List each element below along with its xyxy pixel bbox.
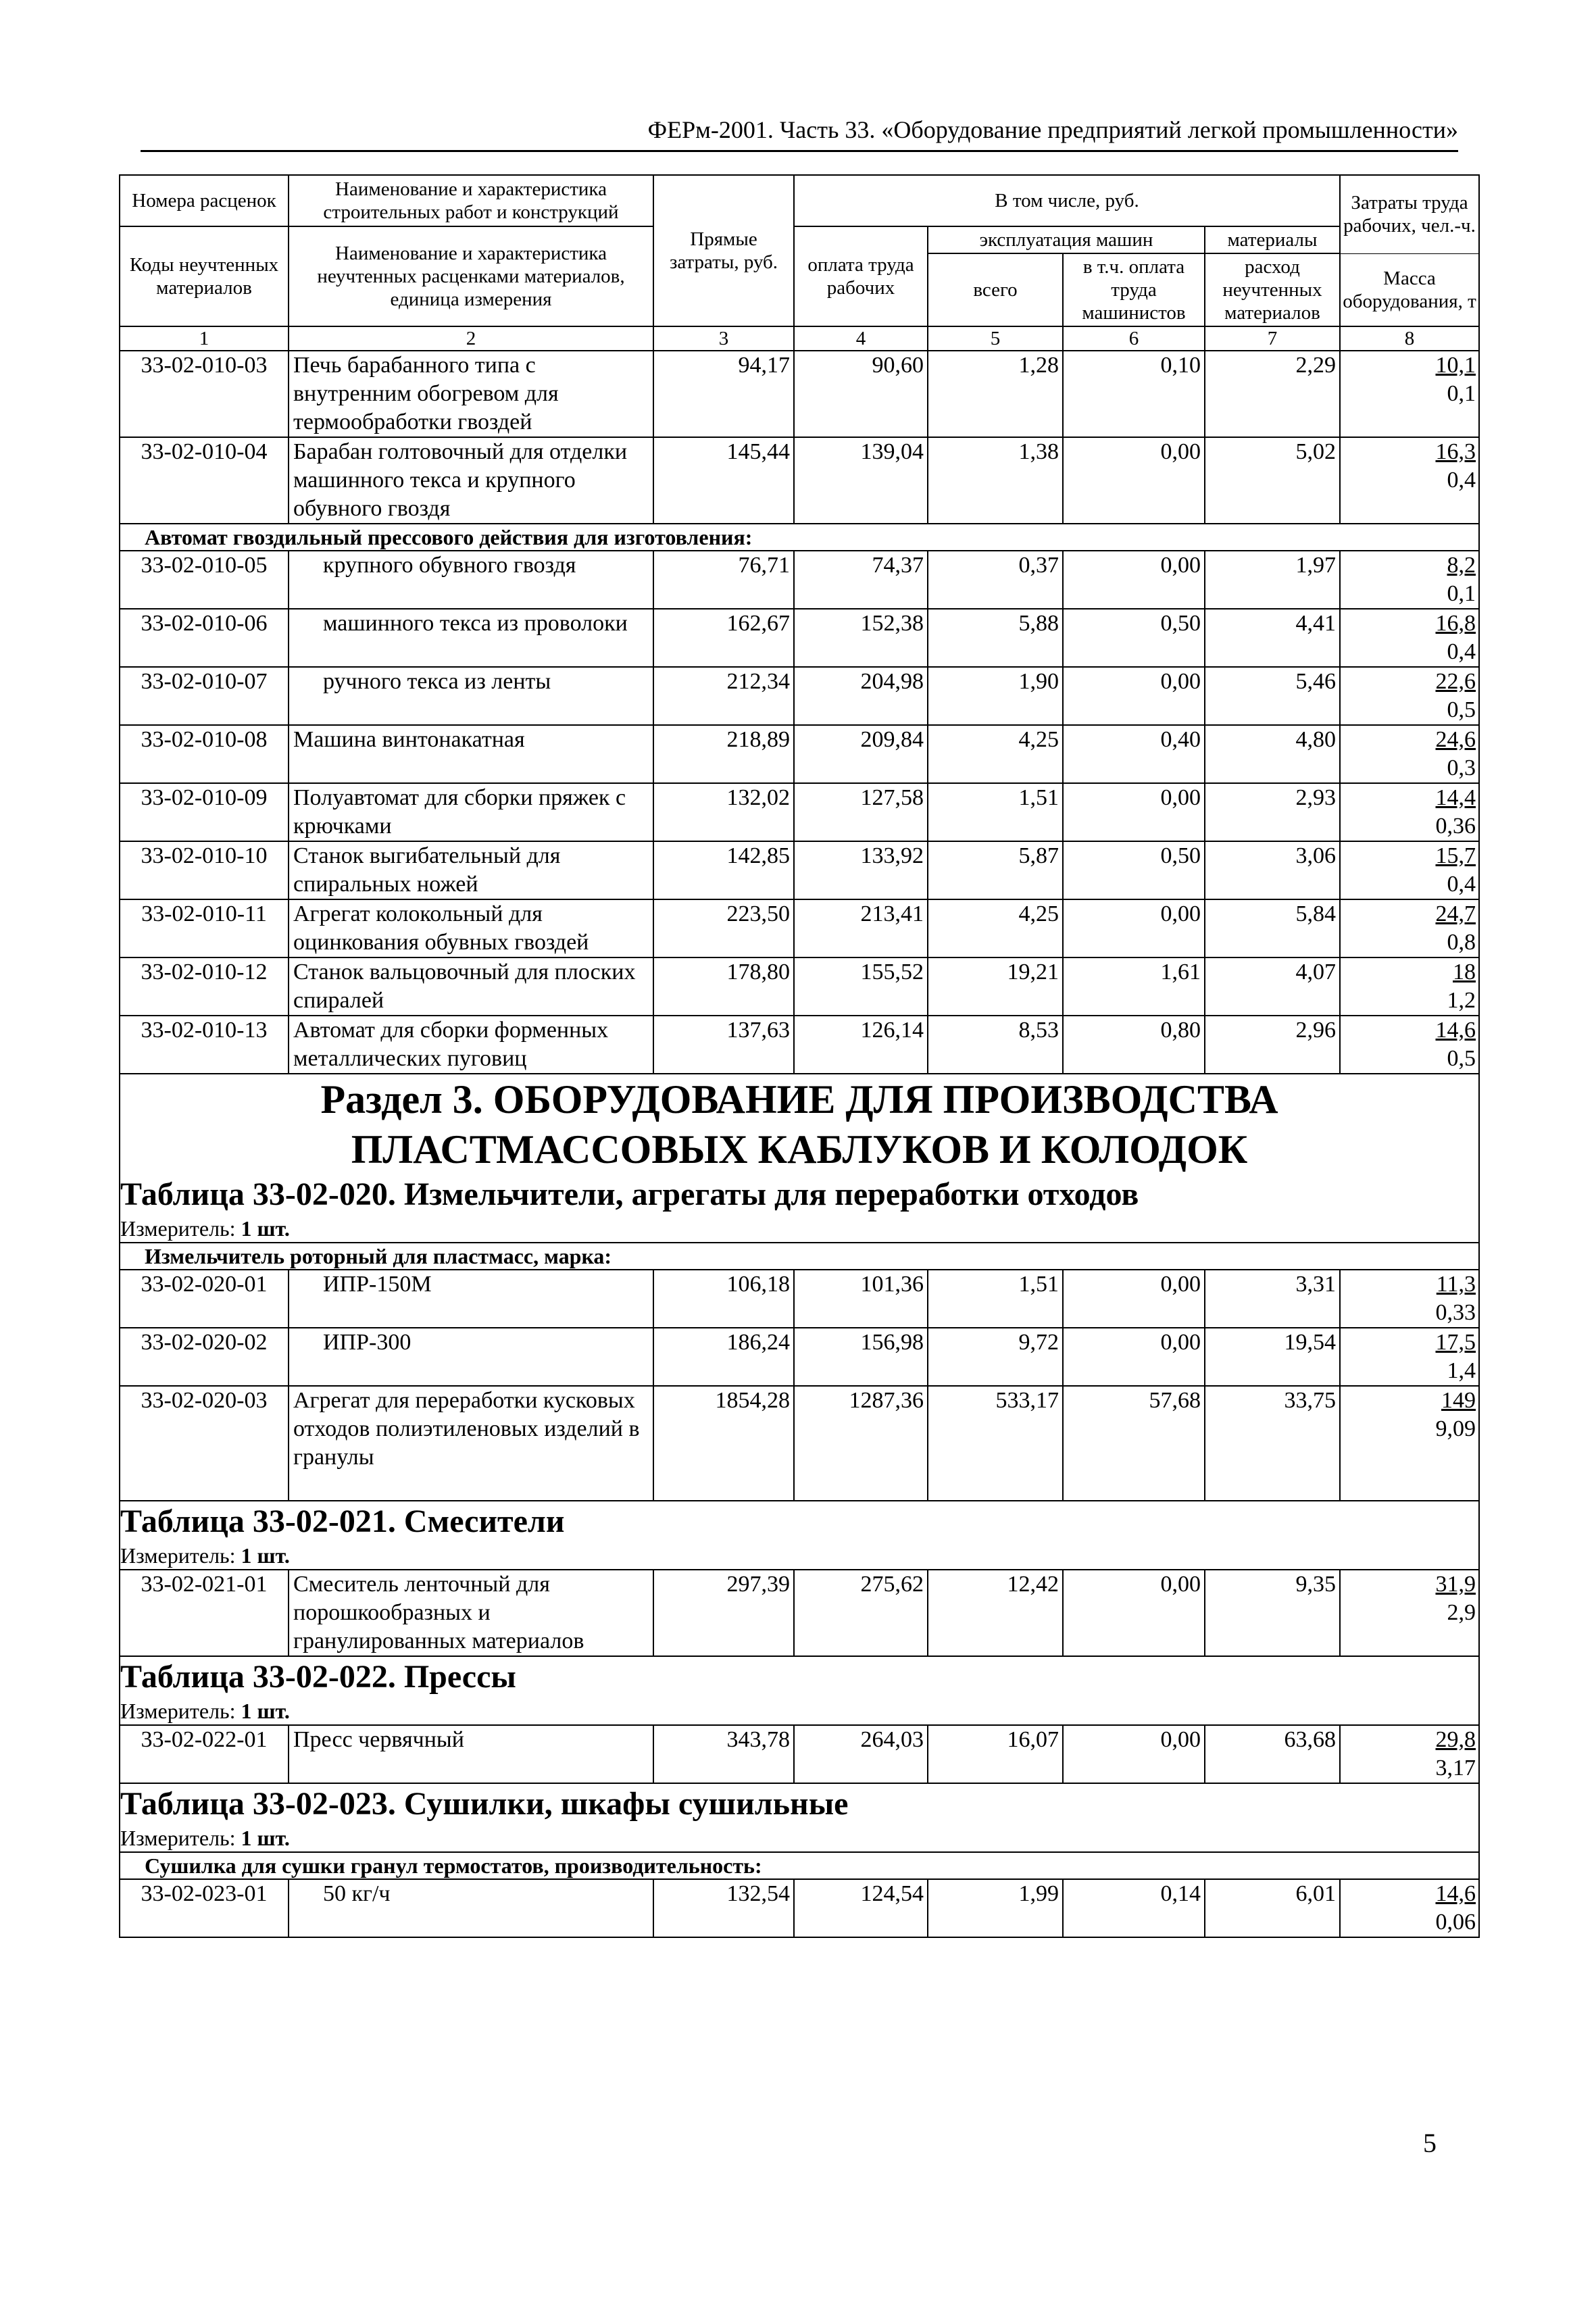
labor-hours: 11,3 [1436, 1272, 1476, 1297]
labor-mass-cell [1340, 351, 1479, 437]
machines-total: 8,53 [928, 1016, 1063, 1074]
running-header: ФЕРм-2001. Часть 33. «Оборудование предприятий легкой промышленности» [647, 116, 1458, 143]
operator-wages: 0,00 [1063, 1570, 1205, 1656]
labor-mass-cell [1340, 551, 1479, 609]
labor-mass-cell [1340, 841, 1479, 899]
header-row-2 [120, 226, 1479, 253]
work-name: Агрегат колокольный для оцинкования обувных гвоздей [289, 899, 653, 957]
labor-mass-cell [1340, 725, 1479, 783]
direct-costs: 162,67 [653, 609, 794, 667]
subheading-row [120, 1852, 1479, 1879]
table-row [120, 841, 1479, 899]
rate-code: 33-02-021-01 [120, 1570, 289, 1656]
machines-total: 1,51 [928, 1270, 1063, 1328]
header-rate-number: Номера расценок [120, 175, 289, 226]
rate-code: 33-02-010-07 [120, 667, 289, 725]
table-title: Таблица 33-02-020. Измельчители, агрегаты для переработки отходов [120, 1174, 1479, 1215]
work-name: ИПР-150М [289, 1270, 653, 1328]
operator-wages: 0,00 [1063, 437, 1205, 524]
rate-code: 33-02-010-04 [120, 437, 289, 524]
machines-total: 4,25 [928, 899, 1063, 957]
material-costs: 3,06 [1205, 841, 1340, 899]
equipment-mass: 0,4 [1447, 468, 1476, 493]
machines-total: 1,99 [928, 1879, 1063, 1937]
operator-wages: 0,00 [1063, 551, 1205, 609]
page-number: 5 [1423, 2128, 1437, 2158]
labor-hours: 29,8 [1435, 1727, 1476, 1752]
worker-wages: 101,36 [794, 1270, 928, 1328]
labor-mass-cell [1340, 609, 1479, 667]
direct-costs: 218,89 [653, 725, 794, 783]
rate-code: 33-02-022-01 [120, 1725, 289, 1783]
labor-mass-cell [1340, 1328, 1479, 1386]
rate-code: 33-02-010-05 [120, 551, 289, 609]
header-including-group: В том числе, руб. [794, 175, 1340, 226]
labor-mass-cell [1340, 1386, 1479, 1501]
header-row-1 [120, 175, 1479, 226]
work-name: Полуавтомат для сборки пряжек с крючками [289, 783, 653, 841]
measure-row [120, 1542, 1479, 1570]
equipment-mass: 0,4 [1447, 639, 1476, 664]
table-row [120, 957, 1479, 1016]
direct-costs: 178,80 [653, 957, 794, 1016]
labor-mass-cell [1340, 957, 1479, 1016]
equipment-mass: 0,5 [1447, 697, 1476, 722]
worker-wages: 1287,36 [794, 1386, 928, 1501]
rate-code: 33-02-020-03 [120, 1386, 289, 1501]
table-title: Таблица 33-02-021. Смесители [120, 1501, 1479, 1542]
machines-total: 12,42 [928, 1570, 1063, 1656]
table-row [120, 1328, 1479, 1386]
operator-wages: 0,40 [1063, 725, 1205, 783]
table-row [120, 1879, 1479, 1937]
labor-hours: 24,7 [1435, 901, 1476, 926]
table-row [120, 783, 1479, 841]
labor-mass-cell [1340, 1270, 1479, 1328]
rate-code: 33-02-020-01 [120, 1270, 289, 1328]
labor-hours: 16,8 [1435, 611, 1476, 636]
measure-line [120, 1542, 1479, 1570]
labor-hours: 149 [1441, 1388, 1476, 1413]
labor-mass-cell [1340, 1016, 1479, 1074]
worker-wages: 152,38 [794, 609, 928, 667]
operator-wages: 0,50 [1063, 841, 1205, 899]
work-name: крупного обувного гвоздя [289, 551, 653, 609]
operator-wages: 0,80 [1063, 1016, 1205, 1074]
header-machines-group: эксплуатация машин [928, 226, 1205, 253]
equipment-mass: 0,33 [1435, 1300, 1476, 1325]
equipment-mass: 9,09 [1435, 1416, 1476, 1441]
labor-hours: 14,6 [1435, 1018, 1476, 1043]
measure-value: 1 шт. [241, 1826, 290, 1850]
header-direct-costs: Прямые затраты, руб. [653, 175, 794, 326]
labor-hours: 31,9 [1435, 1572, 1476, 1597]
rates-table-frame [119, 174, 1478, 1938]
measure-row [120, 1697, 1479, 1725]
equipment-mass: 0,3 [1447, 755, 1476, 780]
operator-wages: 0,00 [1063, 667, 1205, 725]
work-name: машинного текса из проволоки [289, 609, 653, 667]
direct-costs: 132,54 [653, 1879, 794, 1937]
work-name: Машина винтонакатная [289, 725, 653, 783]
direct-costs: 343,78 [653, 1725, 794, 1783]
measure-row [120, 1215, 1479, 1243]
measure-label: Измеритель: [120, 1543, 236, 1568]
direct-costs: 94,17 [653, 351, 794, 437]
header-materials-group: материалы [1205, 226, 1340, 253]
material-costs: 4,41 [1205, 609, 1340, 667]
header-rule [141, 150, 1458, 152]
measure-value: 1 шт. [241, 1216, 290, 1241]
measure-value: 1 шт. [241, 1699, 290, 1723]
machines-total: 533,17 [928, 1386, 1063, 1501]
machines-total: 1,51 [928, 783, 1063, 841]
column-numbers-row [120, 326, 1479, 351]
direct-costs: 212,34 [653, 667, 794, 725]
machines-total: 1,28 [928, 351, 1063, 437]
table-title-row [120, 1501, 1479, 1542]
rate-code: 33-02-023-01 [120, 1879, 289, 1937]
worker-wages: 156,98 [794, 1328, 928, 1386]
measure-label: Измеритель: [120, 1699, 236, 1723]
machines-total: 5,87 [928, 841, 1063, 899]
measure-label: Измеритель: [120, 1826, 236, 1850]
measure-line [120, 1824, 1479, 1852]
machines-total: 19,21 [928, 957, 1063, 1016]
table-row [120, 1570, 1479, 1656]
material-costs: 2,29 [1205, 351, 1340, 437]
rate-code: 33-02-010-03 [120, 351, 289, 437]
equipment-mass: 0,8 [1447, 930, 1476, 955]
equipment-mass: 0,06 [1435, 1910, 1476, 1935]
equipment-mass: 0,4 [1447, 872, 1476, 897]
column-number: 1 [120, 326, 289, 351]
operator-wages: 0,00 [1063, 899, 1205, 957]
worker-wages: 264,03 [794, 1725, 928, 1783]
operator-wages: 0,14 [1063, 1879, 1205, 1937]
work-name: ручного текса из ленты [289, 667, 653, 725]
operator-wages: 0,00 [1063, 1270, 1205, 1328]
equipment-mass: 3,17 [1435, 1756, 1476, 1781]
measure-row [120, 1824, 1479, 1852]
labor-hours: 14,4 [1435, 785, 1476, 810]
rate-code: 33-02-010-10 [120, 841, 289, 899]
rate-code: 33-02-010-06 [120, 609, 289, 667]
table-row [120, 1270, 1479, 1328]
labor-mass-cell [1340, 783, 1479, 841]
table-row [120, 609, 1479, 667]
labor-hours: 8,2 [1447, 553, 1476, 578]
material-costs: 3,31 [1205, 1270, 1340, 1328]
header-material-code: Коды неучтенных материалов [120, 226, 289, 326]
rate-code: 33-02-020-02 [120, 1328, 289, 1386]
direct-costs: 142,85 [653, 841, 794, 899]
material-costs: 5,46 [1205, 667, 1340, 725]
direct-costs: 186,24 [653, 1328, 794, 1386]
table-title-row [120, 1783, 1479, 1824]
table-title-row [120, 1174, 1479, 1215]
labor-hours: 17,5 [1435, 1330, 1476, 1355]
equipment-mass: 2,9 [1447, 1600, 1476, 1625]
header-unaccounted-materials: расход неучтенных материалов [1205, 253, 1340, 326]
work-name: ИПР-300 [289, 1328, 653, 1386]
labor-hours: 14,6 [1435, 1881, 1476, 1906]
machines-total: 9,72 [928, 1328, 1063, 1386]
header-material-name: Наименование и характеристика неучтенных расценками материалов, единица измерения [289, 226, 653, 326]
work-name: Печь барабанного типа с внутренним обогревом для термообработки гвоздей [289, 351, 653, 437]
table-row [120, 667, 1479, 725]
equipment-mass: 0,36 [1435, 814, 1476, 839]
table-row [120, 899, 1479, 957]
rate-code: 33-02-010-13 [120, 1016, 289, 1074]
operator-wages: 0,10 [1063, 351, 1205, 437]
rate-code: 33-02-010-11 [120, 899, 289, 957]
labor-hours: 10,1 [1435, 353, 1476, 378]
machines-total: 1,38 [928, 437, 1063, 524]
header-equipment-mass: Масса оборудования, т [1340, 253, 1479, 326]
material-costs: 2,93 [1205, 783, 1340, 841]
header-operator-wages: в т.ч. оплата труда машинистов [1063, 253, 1205, 326]
material-costs: 1,97 [1205, 551, 1340, 609]
work-name: Автомат для сборки форменных металлических пуговиц [289, 1016, 653, 1074]
table-row [120, 1016, 1479, 1074]
worker-wages: 155,52 [794, 957, 928, 1016]
direct-costs: 137,63 [653, 1016, 794, 1074]
worker-wages: 275,62 [794, 1570, 928, 1656]
work-name: Станок вальцовочный для плоских спиралей [289, 957, 653, 1016]
material-costs: 63,68 [1205, 1725, 1340, 1783]
machines-total: 16,07 [928, 1725, 1063, 1783]
measure-line [120, 1215, 1479, 1243]
labor-mass-cell [1340, 437, 1479, 524]
machines-total: 4,25 [928, 725, 1063, 783]
worker-wages: 204,98 [794, 667, 928, 725]
header-machines-total: всего [928, 253, 1063, 326]
equipment-mass: 0,1 [1447, 581, 1476, 606]
operator-wages: 0,00 [1063, 1328, 1205, 1386]
work-name: Пресс червячный [289, 1725, 653, 1783]
table-row [120, 437, 1479, 524]
subheading-row [120, 1243, 1479, 1270]
subheading: Сушилка для сушки гранул термостатов, производительность: [120, 1852, 1479, 1879]
labor-mass-cell [1340, 899, 1479, 957]
rate-code: 33-02-010-12 [120, 957, 289, 1016]
material-costs: 33,75 [1205, 1386, 1340, 1501]
column-number: 4 [794, 326, 928, 351]
direct-costs: 106,18 [653, 1270, 794, 1328]
direct-costs: 223,50 [653, 899, 794, 957]
labor-hours: 16,3 [1435, 439, 1476, 464]
table-row [120, 351, 1479, 437]
worker-wages: 127,58 [794, 783, 928, 841]
work-name: Станок выгибательный для спиральных ножей [289, 841, 653, 899]
column-number: 3 [653, 326, 794, 351]
material-costs: 4,07 [1205, 957, 1340, 1016]
machines-total: 5,88 [928, 609, 1063, 667]
labor-hours: 18 [1453, 960, 1476, 985]
operator-wages: 0,00 [1063, 1725, 1205, 1783]
table-row [120, 1386, 1479, 1501]
rate-code: 33-02-010-09 [120, 783, 289, 841]
equipment-mass: 1,2 [1447, 988, 1476, 1013]
work-name: Агрегат для переработки кусковых отходов полиэтиленовых изделий в гранулы [289, 1386, 653, 1501]
header-worker-wages: оплата труда рабочих [794, 226, 928, 326]
rates-table [119, 174, 1480, 1938]
direct-costs: 76,71 [653, 551, 794, 609]
subheading: Автомат гвоздильный прессового действия для изготовления: [120, 524, 1479, 551]
worker-wages: 133,92 [794, 841, 928, 899]
operator-wages: 0,00 [1063, 783, 1205, 841]
direct-costs: 1854,28 [653, 1386, 794, 1501]
labor-hours: 15,7 [1435, 843, 1476, 868]
column-number: 7 [1205, 326, 1340, 351]
labor-mass-cell [1340, 667, 1479, 725]
measure-line [120, 1697, 1479, 1725]
material-costs: 5,02 [1205, 437, 1340, 524]
direct-costs: 132,02 [653, 783, 794, 841]
labor-hours: 24,6 [1435, 727, 1476, 752]
worker-wages: 209,84 [794, 725, 928, 783]
labor-hours: 22,6 [1435, 669, 1476, 694]
material-costs: 9,35 [1205, 1570, 1340, 1656]
machines-total: 0,37 [928, 551, 1063, 609]
material-costs: 6,01 [1205, 1879, 1340, 1937]
subheading-row [120, 524, 1479, 551]
material-costs: 19,54 [1205, 1328, 1340, 1386]
material-costs: 4,80 [1205, 725, 1340, 783]
measure-value: 1 шт. [241, 1543, 290, 1568]
equipment-mass: 1,4 [1447, 1358, 1476, 1383]
work-name: Смеситель ленточный для порошкообразных и гранулированных материалов [289, 1570, 653, 1656]
labor-mass-cell [1340, 1725, 1479, 1783]
machines-total: 1,90 [928, 667, 1063, 725]
column-number: 8 [1340, 326, 1479, 351]
section-heading: Раздел 3. ОБОРУДОВАНИЕ ДЛЯ ПРОИЗВОДСТВА ПЛАСТМАССОВЫХ КАБЛУКОВ И КОЛОДОК [120, 1074, 1479, 1174]
header-work-name: Наименование и характеристика строительных работ и конструкций [289, 175, 653, 226]
labor-mass-cell [1340, 1570, 1479, 1656]
worker-wages: 90,60 [794, 351, 928, 437]
operator-wages: 0,50 [1063, 609, 1205, 667]
table-row [120, 551, 1479, 609]
operator-wages: 1,61 [1063, 957, 1205, 1016]
table-title: Таблица 33-02-022. Прессы [120, 1656, 1479, 1697]
column-number: 5 [928, 326, 1063, 351]
labor-mass-cell [1340, 1879, 1479, 1937]
work-name: 50 кг/ч [289, 1879, 653, 1937]
direct-costs: 145,44 [653, 437, 794, 524]
header-labor-hours: Затраты труда рабочих, чел.-ч. [1340, 175, 1479, 253]
subheading: Измельчитель роторный для пластмасс, марка: [120, 1243, 1479, 1270]
table-title: Таблица 33-02-023. Сушилки, шкафы сушильные [120, 1783, 1479, 1824]
section-heading-row [120, 1074, 1479, 1174]
operator-wages: 57,68 [1063, 1386, 1205, 1501]
worker-wages: 213,41 [794, 899, 928, 957]
equipment-mass: 0,1 [1447, 381, 1476, 406]
worker-wages: 139,04 [794, 437, 928, 524]
table-row [120, 1725, 1479, 1783]
work-name: Барабан голтовочный для отделки машинного текса и крупного обувного гвоздя [289, 437, 653, 524]
material-costs: 5,84 [1205, 899, 1340, 957]
material-costs: 2,96 [1205, 1016, 1340, 1074]
direct-costs: 297,39 [653, 1570, 794, 1656]
worker-wages: 74,37 [794, 551, 928, 609]
table-title-row [120, 1656, 1479, 1697]
column-number: 6 [1063, 326, 1205, 351]
table-row [120, 725, 1479, 783]
rate-code: 33-02-010-08 [120, 725, 289, 783]
worker-wages: 126,14 [794, 1016, 928, 1074]
measure-label: Измеритель: [120, 1216, 236, 1241]
equipment-mass: 0,5 [1447, 1046, 1476, 1071]
worker-wages: 124,54 [794, 1879, 928, 1937]
column-number: 2 [289, 326, 653, 351]
